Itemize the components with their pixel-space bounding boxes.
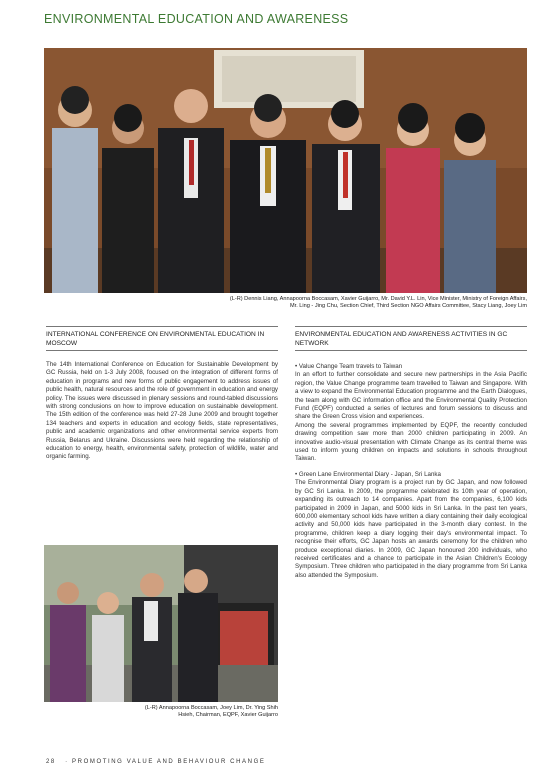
- item-1-paragraph-2: Among the several programmes implemented by EQPF, the recently concluded drawing competition saw more than 2000 children participating in 2009. An innovative audio-visual presentation with Climate Change as its central theme was used to inform young children on impacts and solutions in schools throughout Taiwan.: [295, 421, 527, 463]
- item-1-paragraph-1: In an effort to further consolidate and secure new partnerships in the Asia Pacific region, the Value Change programme team travelled to Taiwan and Singapore. With a view to expand the Environmental Education programme and the Earth Dialogues, the team along with GC information office and the Environmental Quality Protection Fund (EQPF) conducted a series of lectures and forum sessions to discuss and share the Green Cross vision and experiences.: [295, 371, 527, 421]
- page-title: ENVIRONMENTAL EDUCATION AND AWARENESS: [44, 12, 349, 26]
- bottom-caption-line-2: Hsieh, Chairman, EQPF, Xavier Guijarro: [178, 712, 278, 718]
- bottom-caption-line-1: (L-R) Annapoorna Boccasam, Joey Lim, Dr. Ying Shih: [144, 705, 278, 711]
- left-section-body: The 14th International Conference on Education for Sustainable Development by GC Russia, held on 1-3 July 2008, focused on the integration of different forms of education in programs and new forms of public engagement to address issues of public health, natural resources and the role of government in education and energy policy. The issues were discussed in plenary sessions and round-tabled discussions with strong conclusions on how to improve education on sustainable development. The 15th edition of the conference was held 27-28 June 2009 and brought together 134 teachers and experts in education and ecology fields, state representatives, public and academic organizations and other environmental service experts from Russia, Belarus and Ukraine. Discussions were held regarding the relationship of education to energy, health, environmental safety, protection of wildlife, water and organic farming.: [46, 361, 278, 461]
- item-1-title: • Value Change Team travels to Taiwan: [295, 363, 527, 371]
- bottom-photo-caption: [46, 705, 278, 719]
- top-group-photo: [44, 48, 527, 293]
- top-caption-line-1: (L-R) Dennis Liang, Annapoorna Boccasam, Xavier Guijarro, Mr. David Y.L. Lin, Vice Minister, Ministry of Foreign Affairs,: [229, 296, 527, 302]
- footer-text: PROMOTING VALUE AND BEHAVIOUR CHANGE: [72, 759, 266, 765]
- page-number: 28: [46, 759, 56, 765]
- left-section-heading: INTERNATIONAL CONFERENCE ON ENVIRONMENTAL EDUCATION IN MOSCOW: [46, 326, 278, 351]
- footer-divider: ·: [65, 759, 69, 765]
- top-photo-caption: [180, 296, 527, 310]
- bottom-group-photo: [44, 545, 278, 702]
- item-2-title: • Green Lane Environmental Diary - Japan, Sri Lanka: [295, 471, 527, 479]
- right-section-body: [295, 363, 527, 580]
- top-caption-line-2: Mr. Ling - Jing Chu, Section Chief, Third Section NGO Affairs Committee, Stacy Liang, Joey Lim: [289, 303, 527, 309]
- page-footer: [46, 759, 265, 765]
- right-section-heading: ENVIRONMENTAL EDUCATION AND AWARENESS ACTIVITIES IN GC NETWORK: [295, 326, 527, 351]
- item-2-paragraph-1: The Environmental Diary program is a project run by GC Japan, and now followed by GC Sri Lanka. In 2009, the programme celebrated its 10th year of operation, expanding its outreach to 14 companies. Apart from the companies, 6,100 kids participated in 2009 in Japan, and 5000 kids in Sri Lanka. In the past ten years, 600,000 elementary school kids have written a diary containing their daily ecological activity and 50,000 kids have participated in the 3-month diary contest. In the programme, children keep a diary logging their day's environmental impact. To recognise their efforts, GC Japan hosts an awards ceremony for the children who produce exceptional diaries. In 2009, GC Japan honoured 200 individuals, who received certificates and a chance to participate in the Asian Children's Ecology Symposium. Three children who participated in the diary programme from Sri Lanka also attended the Symposium.: [295, 479, 527, 579]
